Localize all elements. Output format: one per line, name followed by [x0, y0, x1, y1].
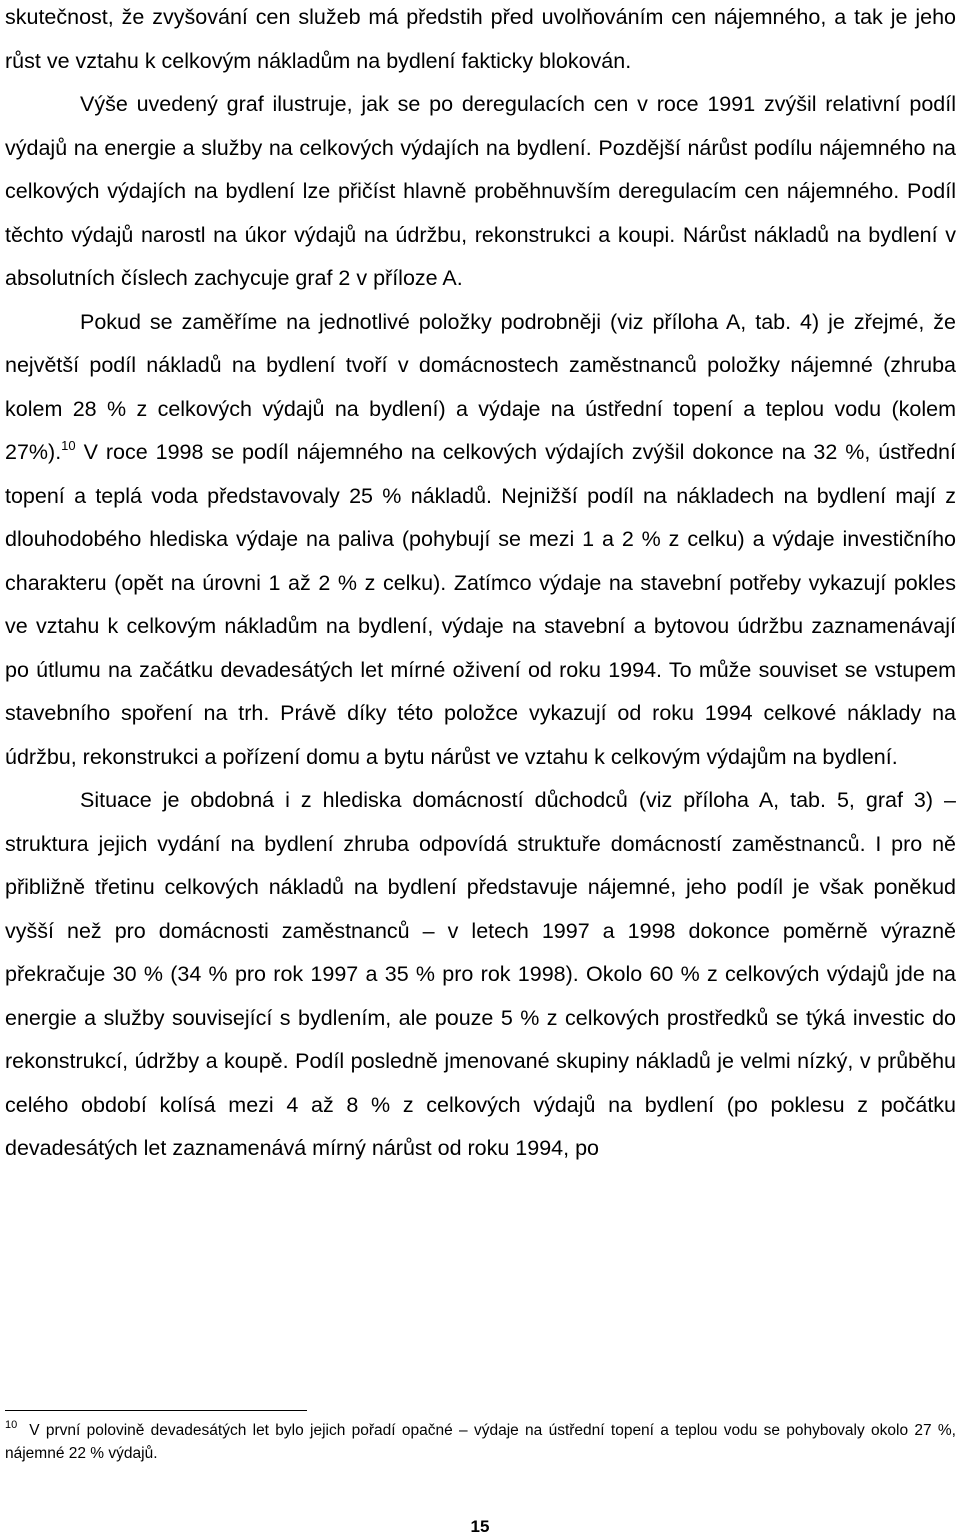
paragraph-text: skutečnost, že zvyšování cen služeb má předstih před uvolňováním cen nájemného, a tak je jeho růst ve vztahu k celkovým nákladům na bydlení fakticky blokován.	[5, 5, 956, 73]
page-number: 15	[470, 1517, 490, 1536]
body-text	[5, 0, 956, 1171]
footnote-separator	[5, 1410, 307, 1411]
paragraph	[5, 779, 956, 1171]
paragraph-text: Situace je obdobná i z hlediska domácností důchodců (viz příloha A, tab. 5, graf 3) – struktura jejich vydání na bydlení zhruba odpovídá struktuře domácností zaměstnanců. I pro ně přibližně třetinu celkových nákladů na bydlení představuje nájemné, jeho podíl je však poněkud vyšší než pro domácnosti zaměstnanců – v letech 1997 a 1998 dokonce poměrně výrazně překračuje 30 % (34 % pro rok 1997 a 35 % pro rok 1998). Okolo 60 % z celkových výdajů jde na energie a služby související s bydlením, ale pouze 5 % z celkových prostředků se týká investic do rekonstrukcí, údržby a koupě. Podíl posledně jmenované skupiny nákladů je velmi nízký, v průběhu celého období kolísá mezi 4 až 8 % z celkových výdajů na bydlení (po poklesu z počátku devadesátých let zaznamenává mírný nárůst od roku 1994, po	[5, 788, 956, 1160]
footnote-reference: 10	[61, 438, 76, 453]
paragraph	[5, 0, 956, 83]
footnote	[5, 1419, 956, 1465]
footnote-text: V první polovině devadesátých let bylo jejich pořadí opačné – výdaje na ústřední topení a teplou vodu se pohybovaly okolo 27 %, nájemné 22 % výdajů.	[5, 1422, 956, 1462]
footnote-number: 10	[5, 1419, 18, 1431]
paragraph	[5, 301, 956, 780]
paragraph	[5, 83, 956, 301]
paragraph-text: Výše uvedený graf ilustruje, jak se po deregulacích cen v roce 1991 zvýšil relativní podíl výdajů na energie a služby na celkových výdajích na bydlení. Pozdější nárůst podílu nájemného na celkových výdajích na bydlení lze přičíst hlavně proběhnuvším deregulacím cen nájemného. Podíl těchto výdajů narostl na úkor výdajů na údržbu, rekonstrukci a koupi. Nárůst nákladů na bydlení v absolutních číslech zachycuje graf 2 v příloze A.	[5, 92, 956, 290]
paragraph-text: Pokud se zaměříme na jednotlivé položky podrobněji (viz příloha A, tab. 4) je zřejmé, že největší podíl nákladů na bydlení tvoří v domácnostech zaměstnanců položky nájemné (zhruba kolem 28 % z celkových výdajů na bydlení) a výdaje na ústřední topení a teplou vodu (kolem 27%).	[5, 309, 956, 464]
paragraph-text: V roce 1998 se podíl nájemného na celkových výdajích zvýšil dokonce na 32 %, ústřední topení a teplá voda představovaly 25 % nákladů. Nejnižší podíl na nákladech na bydlení mají z dlouhodobého hlediska výdaje na paliva (pohybují se mezi 1 a 2 % z celku) a výdaje investičního charakteru (opět na úrovni 1 až 2 % z celku). Zatímco výdaje na stavební potřeby vykazují pokles ve vztahu k celkovým nákladům na bydlení, výdaje na stavební a bytovou údržbu zaznamenávají po útlumu na začátku devadesátých let mírné oživení od roku 1994. To může souviset se vstupem stavebního spoření na trh. Právě díky této položce vykazují od roku 1994 celkové náklady na údržbu, rekonstrukci a pořízení domu a bytu nárůst ve vztahu k celkovým výdajům na bydlení.	[5, 440, 956, 769]
